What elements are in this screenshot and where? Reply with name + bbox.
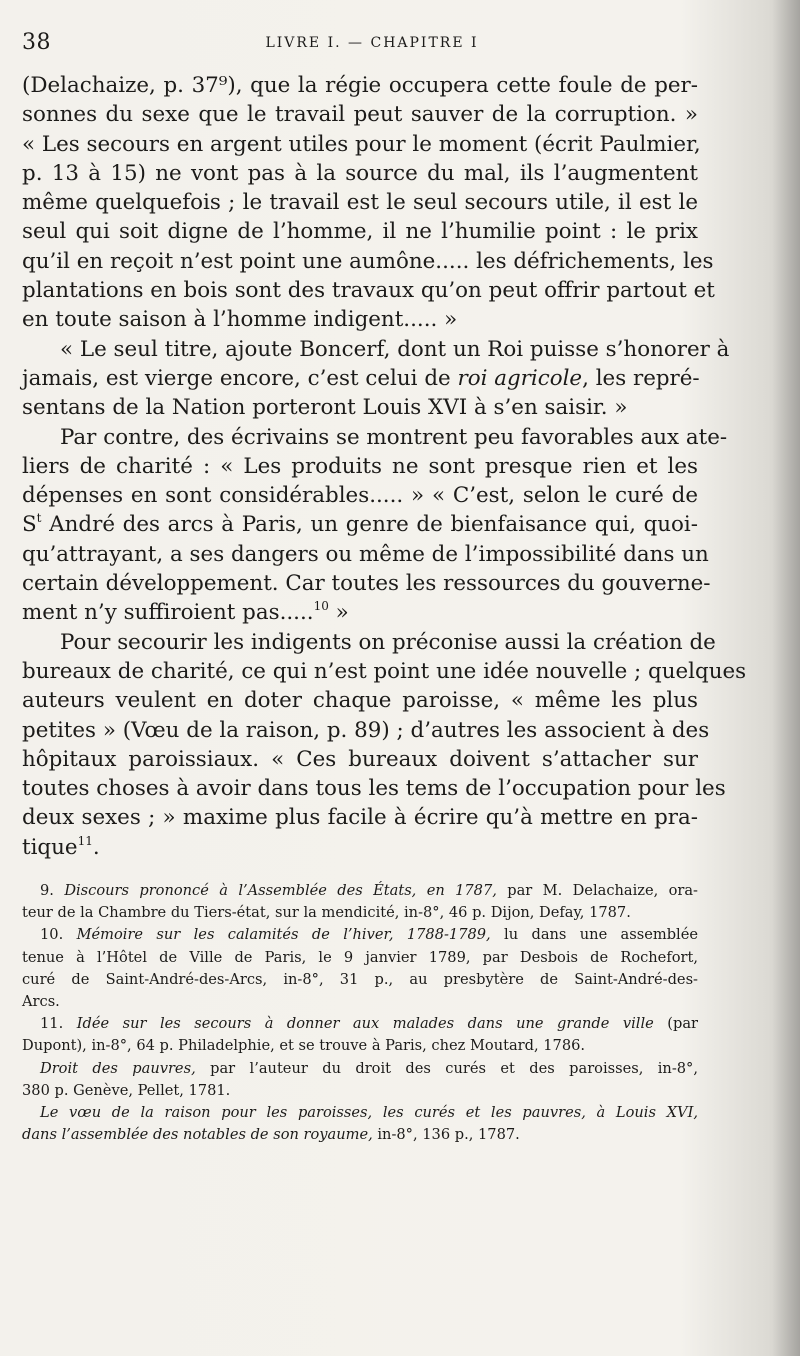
- footnote-11: [22, 1013, 698, 1057]
- text-line: [22, 364, 698, 393]
- text-line: plantations en bois sont des travaux qu’on peut offrir partout et: [22, 278, 715, 304]
- text-line: « Les secours en argent utiles pour le moment (écrit Paulmier,: [22, 131, 701, 157]
- page-header: [22, 30, 782, 62]
- footnote-title: Idée sur les secours à donner aux malades dans une grande ville: [76, 1015, 654, 1033]
- text-run: S: [22, 512, 37, 538]
- text-run: ment n’y suffiroient pas.....: [22, 600, 314, 626]
- paragraph-3: [22, 423, 728, 628]
- footnote-ref-11: 11: [77, 833, 93, 848]
- footnote-ref-10: 10: [313, 599, 329, 614]
- footnote-line: Arcs.: [22, 993, 60, 1011]
- footnote-number: 11.: [40, 1015, 64, 1033]
- text-line: « Le seul titre, ajoute Boncerf, dont un Roi puisse s’honorer à: [60, 336, 730, 362]
- footnote-title: Droit des pauvres,: [40, 1059, 196, 1077]
- footnote-line: 380 p. Genève, Pellet, 1781.: [22, 1081, 231, 1099]
- text-run: .: [92, 834, 100, 860]
- text-run: (par: [653, 1015, 698, 1033]
- main-text: [22, 71, 747, 862]
- footnote-title: dans l’assemblée des notables de son royaume,: [22, 1126, 373, 1144]
- text-run: in-8°, 136 p., 1787.: [372, 1126, 520, 1144]
- italic-term: roi agricole: [457, 365, 583, 391]
- text-line: petites » (Vœu de la raison, p. 89) ; d’autres les associent à des: [22, 717, 710, 743]
- text-run: jamais, est vierge encore, c’est celui de: [22, 365, 458, 391]
- footnote-line: [22, 1058, 698, 1080]
- footnote-title: Discours prononcé à l’Assemblée des États, en 1787,: [64, 882, 497, 899]
- text-line: Par contre, des écrivains se montrent peu favorables aux ate-: [60, 424, 728, 450]
- superscript: t: [36, 511, 42, 526]
- page-edge-shadow: [772, 0, 800, 1356]
- text-line: qu’il en reçoit n’est point une aumône..... les défrichements, les: [22, 248, 714, 274]
- text-line: sentans de la Nation porteront Louis XVI à s’en saisir. »: [22, 395, 628, 421]
- text-line: certain développement. Car toutes les ressources du gouverne-: [22, 571, 711, 597]
- footnote-10: [22, 924, 698, 1013]
- paragraph-4: [22, 628, 747, 862]
- footnotes: [22, 880, 698, 1146]
- paragraph-1: [22, 71, 715, 335]
- text-line: toutes choses à avoir dans tous les tems de l’occupation pour les: [22, 776, 726, 802]
- text-line: dépenses en sont considérables..... » « C’est, selon le curé de: [22, 483, 698, 509]
- text-line: [22, 598, 698, 627]
- text-run: , les repré-: [582, 365, 700, 391]
- text-line: sonnes du sexe que le travail peut sauver de la corruption. »: [22, 102, 698, 128]
- footnote-number: 10.: [40, 926, 64, 944]
- footnote-line: teur de la Chambre du Tiers-état, sur la mendicité, in-8°, 46 p. Dijon, Defay, 1787.: [22, 904, 631, 922]
- footnote-9: [22, 880, 698, 924]
- footnote-line: [22, 1013, 698, 1035]
- text-run: »: [328, 600, 349, 626]
- footnote-line: [22, 1124, 698, 1146]
- text-line: auteurs veulent en doter chaque paroisse, « même les plus: [22, 688, 698, 714]
- footnote-line: curé de Saint-André-des-Arcs, in-8°, 31 p., au presbytère de Saint-André-des-: [22, 970, 698, 988]
- text-run: par M. Delachaize, ora-: [496, 882, 698, 899]
- footnote-title: Mémoire sur les calamités de l’hiver, 1788-1789,: [76, 926, 491, 944]
- text-line: (Delachaize, p. 37⁹), que la régie occupera cette foule de per-: [22, 73, 698, 98]
- footnote-line: Dupont), in-8°, 64 p. Philadelphie, et se trouve à Paris, chez Moutard, 1786.: [22, 1037, 586, 1055]
- footnote-11-third-work: [22, 1102, 698, 1146]
- text-run: par l’auteur du droit des curés et des paroisses, in-8°,: [195, 1059, 698, 1077]
- running-head: LIVRE I. — CHAPITRE I: [265, 35, 479, 51]
- text-line: même quelquefois ; le travail est le seul secours utile, il est le: [22, 190, 698, 216]
- text-run: lu dans une assemblée: [490, 926, 698, 944]
- text-line: hôpitaux paroissiaux. « Ces bureaux doivent s’attacher sur: [22, 746, 698, 772]
- text-line: p. 13 à 15) ne vont pas à la source du mal, ils l’augmentent: [22, 160, 698, 186]
- text-run: André des arcs à Paris, un genre de bienfaisance qui, quoi-: [41, 512, 698, 538]
- text-run: tique: [22, 834, 78, 860]
- text-line: liers de charité : « Les produits ne sont presque rien et les: [22, 453, 698, 479]
- footnote-title-line: Le vœu de la raison pour les paroisses, les curés et les pauvres, à Louis XVI,: [40, 1104, 698, 1122]
- text-line: seul qui soit digne de l’homme, il ne l’humilie point : le prix: [22, 219, 698, 245]
- text-line: Pour secourir les indigents on préconise aussi la création de: [60, 629, 716, 655]
- paragraph-2: [22, 335, 730, 423]
- footnote-line: [22, 924, 698, 946]
- text-line: deux sexes ; » maxime plus facile à écrire qu’à mettre en pra-: [22, 805, 698, 831]
- footnote-line: [22, 880, 698, 902]
- text-line: [22, 833, 698, 862]
- text-line: bureaux de charité, ce qui n’est point une idée nouvelle ; quelques: [22, 658, 747, 684]
- footnote-number: 9.: [40, 882, 54, 899]
- text-line: [22, 510, 698, 539]
- text-line: en toute saison à l’homme indigent..... »: [22, 307, 458, 333]
- page-number: 38: [22, 30, 51, 55]
- footnote-11-second-work: [22, 1058, 698, 1102]
- text-line: qu’attrayant, a ses dangers ou même de l’impossibilité dans un: [22, 541, 709, 567]
- footnote-line: tenue à l’Hôtel de Ville de Paris, le 9 janvier 1789, par Desbois de Rochefort,: [22, 948, 698, 966]
